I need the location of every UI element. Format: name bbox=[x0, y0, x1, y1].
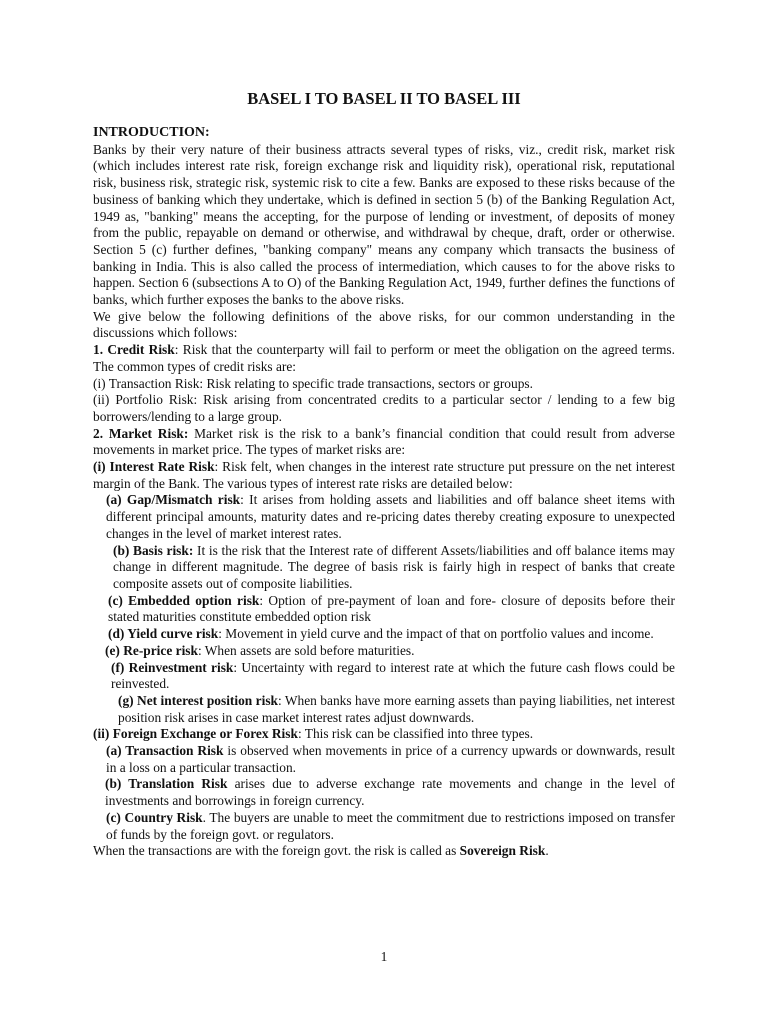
yield-curve-risk-paragraph bbox=[93, 626, 675, 643]
embedded-option-risk-text: : Option of pre-payment of loan and fore- closure of deposits before their stated maturities constitute embedded option risk bbox=[108, 592, 675, 625]
credit-risk-text: : Risk that the counterparty will fail to perform or meet the obligation on the agreed terms. The common types of credit risks are: bbox=[93, 342, 675, 374]
net-interest-position-risk-text: : When banks have more earning assets than paying liabilities, net interest position risk arises in case market interest rates adjust downwards. bbox=[118, 692, 676, 725]
transaction-risk-item: (i) Transaction Risk: Risk relating to specific trade transactions, sectors or groups. bbox=[93, 375, 533, 391]
portfolio-risk-item: (ii) Portfolio Risk: Risk arising from concentrated credits to a particular sector / lending to a few big borrowers/lending to a large group. bbox=[93, 392, 675, 424]
net-interest-position-risk-label: (g) Net interest position risk bbox=[118, 692, 278, 708]
country-risk-paragraph bbox=[93, 810, 675, 843]
fx-transaction-risk-paragraph bbox=[93, 743, 675, 776]
sovereign-risk-end: . bbox=[545, 843, 549, 859]
translation-risk-label: (b) Translation Risk bbox=[105, 776, 228, 792]
reinvestment-risk-label: (f) Reinvestment risk bbox=[111, 659, 234, 675]
page-number: 1 bbox=[380, 949, 388, 964]
yield-curve-risk-text: : Movement in yield curve and the impact of that on portfolio values and income. bbox=[218, 626, 654, 642]
embedded-option-risk-paragraph bbox=[93, 593, 675, 626]
definitions-intro: We give below the following definitions of the above risks, for our common understanding in the discussions which follows: bbox=[93, 308, 675, 341]
translation-risk-text: arises due to adverse exchange rate movements and change in the level of investments and borrowings in foreign currency. bbox=[105, 776, 675, 809]
forex-risk-text: : This risk can be classified into three types. bbox=[297, 726, 534, 742]
net-interest-position-risk-paragraph bbox=[93, 693, 675, 726]
sovereign-risk-text: When the transactions are with the foreign govt. the risk is called as bbox=[93, 843, 460, 859]
country-risk-label: (c) Country Risk bbox=[106, 809, 203, 825]
forex-risk-label: (ii) Foreign Exchange or Forex Risk bbox=[93, 726, 298, 742]
fx-transaction-risk-text: is observed when movements in price of a currency upwards or downwards, result in a loss on a particular transaction. bbox=[106, 743, 676, 775]
translation-risk-paragraph bbox=[93, 776, 675, 809]
market-risk-paragraph bbox=[93, 426, 675, 459]
market-risk-text: Market risk is the risk to a bank’s financial condition that could result from adverse movements in market price. The types of market risks are: bbox=[93, 425, 676, 458]
interest-rate-risk-text: : Risk felt, when changes in the interest rate structure put pressure on the net interest margin of the Bank. The various types of interest rate risks are detailed below: bbox=[93, 459, 676, 491]
yield-curve-risk-label: (d) Yield curve risk bbox=[108, 626, 219, 642]
introduction-paragraph: Banks by their very nature of their business attracts several types of risks, viz., credit risk, market risk (which includes interest rate risk, foreign exchange risk and liquidity risk), operational risk, reputational risk, business risk, strategic risk, systemic risk to cite a few. Banks are exposed to these risks because of the business of banking which they undertake, which is defined in section 5 (b) of the Banking Regulation Act, 1949 as, "banking" means the accepting, for the purpose of lending or investment, of deposits of money from the public, repayable on demand or otherwise, and withdrawal by cheque, draft, order or otherwise. Section 5 (c) further defines, "banking company" means any company which transacts the business of banking in India. This is also called the process of intermediation, which causes to for the above risks to happen. Section 6 (subsections A to O) of the Banking Regulation Act, 1949, further defines the functions of banks, which further exposes the banks to the above risks. bbox=[93, 141, 675, 308]
document-body bbox=[93, 125, 675, 860]
interest-rate-risk-label: (i) Interest Rate Risk bbox=[93, 459, 215, 475]
gap-risk-text: : It arises from holding assets and liabilities and off balance sheet items with different principal amounts, maturity dates and re-pricing dates thereby creating exposure to unexpected changes in the level of market interest rates. bbox=[106, 492, 676, 541]
country-risk-text: . The buyers are unable to meet the commitment due to restrictions imposed on transfer of funds by the foreign govt. or regulators. bbox=[106, 809, 676, 842]
introduction-heading: INTRODUCTION: bbox=[93, 125, 210, 140]
reinvestment-risk-paragraph bbox=[93, 660, 675, 693]
sovereign-risk-label: Sovereign Risk bbox=[459, 843, 546, 859]
credit-risk-paragraph bbox=[93, 342, 675, 375]
market-risk-label: 2. Market Risk: bbox=[93, 425, 189, 441]
re-price-risk-text: : When assets are sold before maturities. bbox=[197, 642, 415, 658]
credit-risk-label: 1. Credit Risk bbox=[93, 342, 175, 358]
basis-risk-label: (b) Basis risk: bbox=[113, 542, 194, 558]
basis-risk-text: It is the risk that the Interest rate of different Assets/liabilities and off balance items may change in different magnitude. The degree of basis risk is fairly high in respect of banks that create composite assets out of composite liabilities. bbox=[113, 542, 675, 591]
reinvestment-risk-text: : Uncertainty with regard to interest rate at which the future cash flows could be reinvested. bbox=[111, 659, 675, 692]
forex-risk-paragraph bbox=[93, 726, 675, 743]
re-price-risk-paragraph bbox=[93, 643, 675, 660]
gap-risk-label: (a) Gap/Mismatch risk bbox=[106, 492, 241, 508]
embedded-option-risk-label: (c) Embedded option risk bbox=[108, 592, 260, 608]
sovereign-risk-paragraph bbox=[93, 843, 675, 860]
basis-risk-paragraph bbox=[93, 543, 675, 593]
gap-risk-paragraph bbox=[93, 492, 675, 542]
fx-transaction-risk-label: (a) Transaction Risk bbox=[106, 743, 224, 759]
interest-rate-risk-paragraph bbox=[93, 459, 675, 492]
re-price-risk-label: (e) Re-price risk bbox=[105, 642, 198, 658]
document-title: BASEL I TO BASEL II TO BASEL III bbox=[247, 89, 521, 108]
